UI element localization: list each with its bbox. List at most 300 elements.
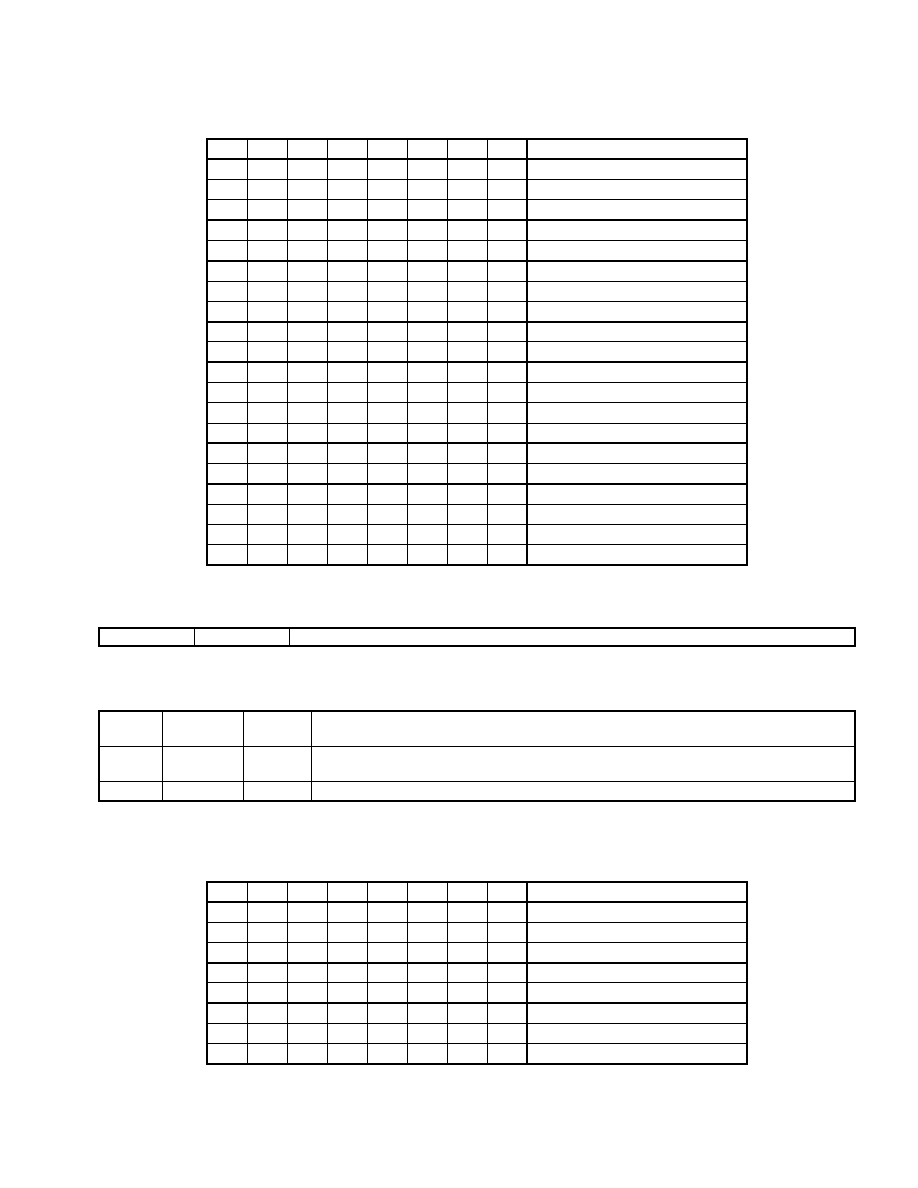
table-cell: [247, 545, 287, 565]
table-row: [207, 200, 747, 220]
table-cell: [287, 301, 327, 321]
table-cell: [247, 1044, 287, 1064]
table-cell: [287, 180, 327, 200]
table-cell: [287, 443, 327, 463]
table-cell: [527, 1003, 747, 1023]
table-cell: [487, 423, 527, 443]
table-cell: [367, 362, 407, 382]
table-cell: [207, 922, 247, 942]
table-cell: [287, 504, 327, 524]
table-cell: [447, 882, 487, 902]
register-table-bottom: [206, 881, 748, 1065]
table-cell: [527, 1023, 747, 1043]
table-cell: [207, 322, 247, 342]
table-cell: [447, 261, 487, 281]
table-cell: [527, 902, 747, 922]
table-cell: [407, 423, 447, 443]
table-cell: [487, 281, 527, 301]
table-cell: [407, 1023, 447, 1043]
table-cell: [527, 963, 747, 983]
table-cell: [407, 1044, 447, 1064]
table-cell: [327, 1003, 367, 1023]
table-row: [207, 362, 747, 382]
table-cell: [407, 180, 447, 200]
table-cell: [487, 545, 527, 565]
table-cell: [207, 1023, 247, 1043]
table-cell: [247, 943, 287, 963]
field-header-cell: [99, 628, 194, 646]
table-cell: [487, 261, 527, 281]
table-cell: [367, 200, 407, 220]
table-cell: [247, 261, 287, 281]
table-cell: [247, 525, 287, 545]
table-cell: [527, 423, 747, 443]
table-cell: [407, 1003, 447, 1023]
table-cell: [447, 362, 487, 382]
table-cell: [367, 464, 407, 484]
table-cell: [527, 342, 747, 362]
table-cell: [487, 159, 527, 179]
table-row: [207, 403, 747, 423]
table-row: [207, 484, 747, 504]
table-cell: [327, 504, 367, 524]
table-cell: [247, 322, 287, 342]
table-cell: [207, 882, 247, 902]
table-row: [207, 464, 747, 484]
table-cell: [527, 261, 747, 281]
table-cell: [407, 943, 447, 963]
table-row: [207, 322, 747, 342]
table-cell: [207, 342, 247, 362]
table-cell: [367, 525, 407, 545]
table-cell: [287, 1023, 327, 1043]
table-cell: [407, 443, 447, 463]
table-cell: [327, 301, 367, 321]
table-cell: [207, 423, 247, 443]
table-cell: [447, 1003, 487, 1023]
table-cell: [207, 383, 247, 403]
table-cell: [287, 342, 327, 362]
table-cell: [487, 240, 527, 260]
table-cell: [527, 180, 747, 200]
table-cell: [287, 922, 327, 942]
table-cell: [327, 322, 367, 342]
table-cell: [287, 484, 327, 504]
table-cell: [407, 922, 447, 942]
table-cell: [247, 1023, 287, 1043]
table-cell: [487, 464, 527, 484]
table-cell: [287, 261, 327, 281]
table-cell: [247, 443, 287, 463]
register-table-top-body: [207, 139, 747, 565]
table-cell: [367, 545, 407, 565]
table-cell: [447, 902, 487, 922]
table-cell: [247, 362, 287, 382]
table-cell: [447, 322, 487, 342]
table-cell: [407, 301, 447, 321]
field-detail-row: [99, 711, 855, 746]
table-cell: [527, 301, 747, 321]
table-cell: [487, 322, 527, 342]
table-cell: [447, 220, 487, 240]
table-cell: [367, 504, 407, 524]
table-cell: [407, 342, 447, 362]
table-cell: [287, 1044, 327, 1064]
table-cell: [247, 383, 287, 403]
table-cell: [367, 261, 407, 281]
table-cell: [447, 403, 487, 423]
table-cell: [407, 963, 447, 983]
table-cell: [447, 139, 487, 159]
table-cell: [327, 159, 367, 179]
table-cell: [287, 240, 327, 260]
table-cell: [327, 240, 367, 260]
table-cell: [327, 180, 367, 200]
table-cell: [407, 504, 447, 524]
field-detail-cell: [162, 746, 243, 781]
table-cell: [367, 1003, 407, 1023]
table-cell: [207, 943, 247, 963]
table-cell: [327, 983, 367, 1003]
table-cell: [327, 902, 367, 922]
table-cell: [287, 545, 327, 565]
table-cell: [327, 464, 367, 484]
table-cell: [287, 362, 327, 382]
table-cell: [407, 240, 447, 260]
table-cell: [247, 963, 287, 983]
table-cell: [527, 545, 747, 565]
register-table-bottom-body: [207, 882, 747, 1064]
table-cell: [527, 240, 747, 260]
table-cell: [527, 383, 747, 403]
table-cell: [367, 1044, 407, 1064]
table-cell: [247, 504, 287, 524]
table-cell: [407, 403, 447, 423]
table-cell: [407, 902, 447, 922]
table-cell: [287, 159, 327, 179]
table-cell: [327, 545, 367, 565]
table-row: [207, 943, 747, 963]
table-cell: [447, 545, 487, 565]
table-cell: [407, 322, 447, 342]
table-cell: [527, 322, 747, 342]
table-cell: [527, 220, 747, 240]
field-detail-cell: [99, 746, 162, 781]
table-cell: [527, 281, 747, 301]
table-cell: [407, 545, 447, 565]
table-cell: [207, 220, 247, 240]
table-cell: [287, 525, 327, 545]
table-cell: [287, 220, 327, 240]
table-cell: [207, 1003, 247, 1023]
table-row: [207, 281, 747, 301]
table-cell: [247, 922, 287, 942]
table-cell: [487, 963, 527, 983]
field-header-cell: [194, 628, 289, 646]
table-cell: [527, 464, 747, 484]
table-cell: [407, 281, 447, 301]
table-cell: [247, 240, 287, 260]
table-cell: [447, 281, 487, 301]
table-cell: [407, 525, 447, 545]
table-cell: [367, 943, 407, 963]
table-cell: [407, 220, 447, 240]
table-cell: [327, 200, 367, 220]
register-table-top: [206, 138, 748, 566]
table-cell: [447, 1023, 487, 1043]
table-cell: [327, 139, 367, 159]
table-cell: [447, 504, 487, 524]
table-cell: [327, 423, 367, 443]
table-cell: [447, 1044, 487, 1064]
table-cell: [327, 362, 367, 382]
field-detail-cell: [243, 711, 311, 746]
field-detail-row: [99, 746, 855, 781]
field-detail-cell: [162, 711, 243, 746]
table-cell: [207, 443, 247, 463]
table-row: [207, 983, 747, 1003]
table-cell: [487, 200, 527, 220]
table-row: [207, 545, 747, 565]
table-row: [207, 902, 747, 922]
table-cell: [287, 139, 327, 159]
table-cell: [247, 983, 287, 1003]
table-cell: [487, 943, 527, 963]
table-cell: [207, 159, 247, 179]
table-cell: [247, 180, 287, 200]
table-cell: [367, 301, 407, 321]
table-row: [207, 882, 747, 902]
table-cell: [487, 383, 527, 403]
table-cell: [487, 180, 527, 200]
table-cell: [447, 983, 487, 1003]
field-detail-cell: [311, 781, 855, 801]
table-cell: [487, 882, 527, 902]
table-cell: [407, 261, 447, 281]
table-cell: [527, 1044, 747, 1064]
field-detail-cell: [243, 746, 311, 781]
table-cell: [287, 322, 327, 342]
table-cell: [367, 139, 407, 159]
table-cell: [487, 1044, 527, 1064]
table-cell: [287, 963, 327, 983]
table-cell: [327, 882, 367, 902]
table-row: [207, 342, 747, 362]
table-row: [207, 1044, 747, 1064]
table-cell: [327, 943, 367, 963]
table-cell: [287, 281, 327, 301]
table-cell: [367, 922, 407, 942]
table-row: [207, 922, 747, 942]
table-cell: [527, 504, 747, 524]
table-row: [207, 963, 747, 983]
field-detail-cell: [162, 781, 243, 801]
table-row: [207, 1023, 747, 1043]
table-cell: [287, 200, 327, 220]
table-cell: [447, 240, 487, 260]
table-cell: [287, 1003, 327, 1023]
table-cell: [447, 484, 487, 504]
table-cell: [487, 220, 527, 240]
table-cell: [527, 443, 747, 463]
table-cell: [327, 261, 367, 281]
table-cell: [247, 484, 287, 504]
table-cell: [207, 902, 247, 922]
table-cell: [327, 922, 367, 942]
table-cell: [287, 403, 327, 423]
table-cell: [407, 139, 447, 159]
field-detail-cell: [243, 781, 311, 801]
table-cell: [487, 525, 527, 545]
table-cell: [327, 525, 367, 545]
table-cell: [207, 963, 247, 983]
table-cell: [487, 484, 527, 504]
table-cell: [487, 902, 527, 922]
table-cell: [487, 301, 527, 321]
table-cell: [247, 464, 287, 484]
table-cell: [487, 403, 527, 423]
table-cell: [487, 139, 527, 159]
table-row: [207, 525, 747, 545]
table-cell: [367, 159, 407, 179]
table-cell: [367, 443, 407, 463]
table-cell: [207, 301, 247, 321]
table-cell: [327, 963, 367, 983]
table-cell: [247, 403, 287, 423]
table-cell: [407, 159, 447, 179]
table-cell: [487, 342, 527, 362]
table-cell: [527, 943, 747, 963]
table-cell: [527, 484, 747, 504]
table-cell: [327, 281, 367, 301]
field-detail-cell: [99, 711, 162, 746]
table-cell: [447, 963, 487, 983]
table-cell: [327, 383, 367, 403]
table-cell: [367, 281, 407, 301]
table-cell: [327, 1044, 367, 1064]
table-row: [207, 240, 747, 260]
table-row: [207, 180, 747, 200]
table-cell: [447, 443, 487, 463]
table-cell: [327, 342, 367, 362]
table-cell: [367, 383, 407, 403]
table-cell: [367, 983, 407, 1003]
table-cell: [207, 139, 247, 159]
table-cell: [287, 943, 327, 963]
table-cell: [487, 362, 527, 382]
table-cell: [207, 983, 247, 1003]
field-header-table: [98, 627, 856, 647]
table-cell: [287, 983, 327, 1003]
table-row: [207, 504, 747, 524]
table-cell: [487, 504, 527, 524]
table-cell: [207, 504, 247, 524]
table-cell: [207, 281, 247, 301]
table-cell: [207, 403, 247, 423]
table-cell: [527, 403, 747, 423]
table-row: [207, 159, 747, 179]
table-cell: [367, 882, 407, 902]
table-cell: [247, 281, 287, 301]
table-cell: [327, 484, 367, 504]
table-cell: [447, 159, 487, 179]
table-cell: [367, 180, 407, 200]
table-cell: [367, 322, 407, 342]
table-cell: [487, 1023, 527, 1043]
table-cell: [407, 484, 447, 504]
table-cell: [287, 383, 327, 403]
table-cell: [487, 443, 527, 463]
table-cell: [527, 362, 747, 382]
table-cell: [247, 200, 287, 220]
field-detail-cell: [99, 781, 162, 801]
table-cell: [407, 200, 447, 220]
table-cell: [527, 139, 747, 159]
table-cell: [367, 403, 407, 423]
field-detail-row: [99, 781, 855, 801]
table-row: [207, 383, 747, 403]
table-cell: [367, 902, 407, 922]
table-cell: [207, 261, 247, 281]
table-cell: [367, 1023, 407, 1043]
table-cell: [407, 362, 447, 382]
table-cell: [367, 963, 407, 983]
table-cell: [287, 464, 327, 484]
table-cell: [527, 159, 747, 179]
table-cell: [487, 1003, 527, 1023]
table-cell: [247, 342, 287, 362]
field-detail-cell: [311, 711, 855, 746]
table-cell: [287, 423, 327, 443]
table-cell: [247, 220, 287, 240]
table-cell: [447, 922, 487, 942]
table-cell: [327, 220, 367, 240]
table-cell: [247, 902, 287, 922]
table-cell: [207, 180, 247, 200]
table-cell: [247, 159, 287, 179]
table-cell: [527, 200, 747, 220]
table-row: [207, 139, 747, 159]
table-cell: [247, 882, 287, 902]
table-cell: [407, 383, 447, 403]
table-cell: [247, 1003, 287, 1023]
table-cell: [447, 383, 487, 403]
table-cell: [447, 301, 487, 321]
table-cell: [327, 403, 367, 423]
table-cell: [287, 882, 327, 902]
table-row: [207, 220, 747, 240]
field-detail-cell: [311, 746, 855, 781]
table-cell: [447, 943, 487, 963]
table-cell: [447, 464, 487, 484]
table-cell: [207, 240, 247, 260]
table-cell: [527, 882, 747, 902]
table-row: [207, 443, 747, 463]
table-cell: [407, 882, 447, 902]
table-cell: [407, 983, 447, 1003]
table-cell: [447, 180, 487, 200]
table-cell: [247, 301, 287, 321]
table-cell: [247, 139, 287, 159]
table-cell: [487, 922, 527, 942]
table-cell: [367, 220, 407, 240]
table-row: [207, 261, 747, 281]
table-cell: [247, 423, 287, 443]
table-cell: [367, 484, 407, 504]
table-row: [207, 1003, 747, 1023]
table-cell: [207, 545, 247, 565]
table-cell: [367, 240, 407, 260]
